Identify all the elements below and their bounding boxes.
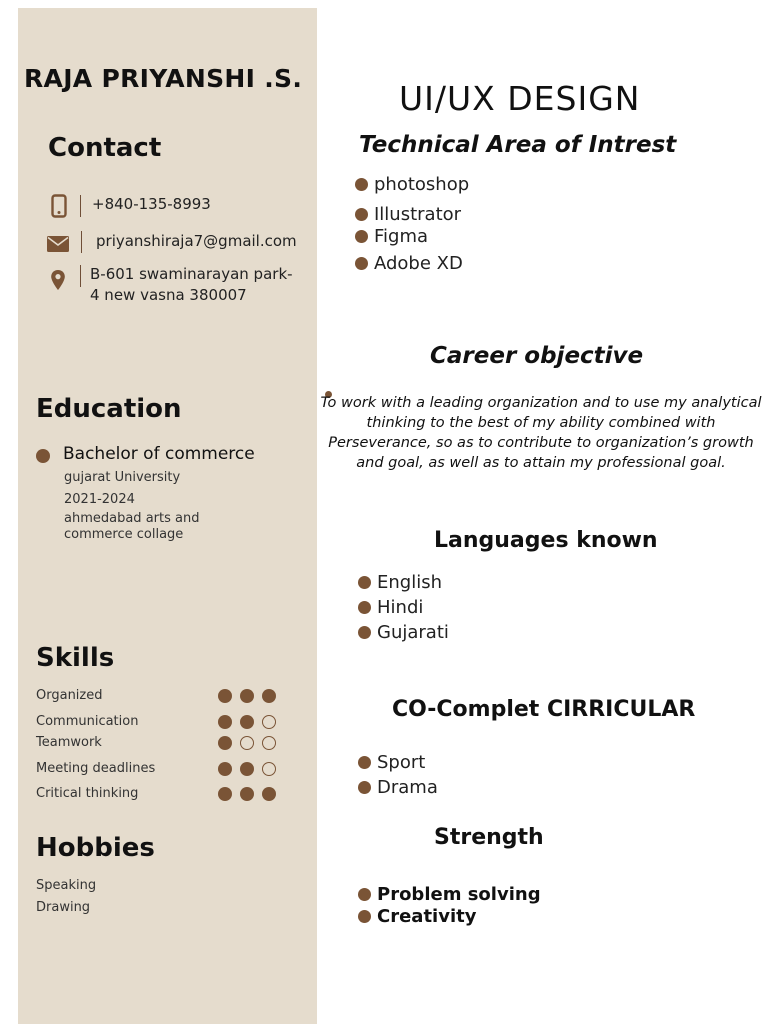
bullet-icon bbox=[358, 626, 371, 639]
bullet-icon bbox=[355, 230, 368, 243]
skill-rating bbox=[218, 689, 276, 703]
bullet-icon bbox=[358, 601, 371, 614]
career-heading: Career objective bbox=[430, 343, 644, 369]
cocurricular-label: Drama bbox=[377, 777, 438, 798]
location-pin-icon bbox=[46, 268, 70, 292]
skill-name: Organized bbox=[36, 688, 103, 703]
rating-dot-filled bbox=[262, 689, 276, 703]
bullet-icon bbox=[358, 910, 371, 923]
skill-row bbox=[36, 735, 281, 753]
contact-heading: Contact bbox=[48, 133, 162, 163]
hobby-item: Drawing bbox=[36, 900, 91, 915]
phone-icon bbox=[47, 194, 71, 218]
education-college-line-2: commerce collage bbox=[64, 527, 184, 542]
skill-row bbox=[36, 786, 281, 804]
bullet-icon bbox=[358, 756, 371, 769]
technical-item-label: Adobe XD bbox=[374, 253, 463, 274]
rating-dot-filled bbox=[240, 762, 254, 776]
skill-name: Meeting deadlines bbox=[36, 761, 156, 776]
rating-dot-empty bbox=[240, 736, 254, 750]
education-degree: Bachelor of commerce bbox=[63, 444, 255, 464]
technical-item bbox=[355, 204, 461, 225]
rating-dot-filled bbox=[218, 715, 232, 729]
skill-name: Teamwork bbox=[36, 735, 102, 750]
strength-item bbox=[358, 906, 476, 927]
technical-item-label: Figma bbox=[374, 226, 429, 247]
rating-dot-filled bbox=[218, 787, 232, 801]
rating-dot-filled bbox=[218, 762, 232, 776]
cocurricular-item bbox=[358, 777, 438, 798]
envelope-icon bbox=[46, 232, 70, 256]
career-objective-text: To work with a leading organization and to use my analytical thinking to the best of my ability combined with Perseverance, so as to contribute to organization’s growth and goal, as well as to attain my professional goal. bbox=[320, 395, 762, 471]
strength-label: Problem solving bbox=[377, 884, 541, 905]
language-item bbox=[358, 622, 449, 643]
contact-divider bbox=[80, 195, 81, 217]
education-college-line-1: ahmedabad arts and bbox=[64, 511, 200, 526]
address-line-1: B-601 swaminarayan park- bbox=[90, 265, 293, 283]
bullet-icon bbox=[355, 208, 368, 221]
skill-rating bbox=[218, 787, 276, 801]
hobbies-heading: Hobbies bbox=[36, 833, 155, 863]
job-title: UI/UX DESIGN bbox=[399, 79, 641, 118]
bullet-icon bbox=[358, 576, 371, 589]
technical-item bbox=[355, 174, 469, 195]
rating-dot-filled bbox=[240, 689, 254, 703]
skill-rating bbox=[218, 762, 276, 776]
technical-item-label: Illustrator bbox=[374, 204, 462, 225]
strength-heading: Strength bbox=[434, 825, 544, 850]
strength-label: Creativity bbox=[377, 906, 477, 927]
skills-heading: Skills bbox=[36, 643, 115, 673]
bullet-icon bbox=[358, 781, 371, 794]
rating-dot-empty bbox=[262, 736, 276, 750]
skill-row bbox=[36, 714, 281, 732]
education-heading: Education bbox=[36, 394, 182, 424]
language-item bbox=[358, 572, 442, 593]
email-address[interactable]: priyanshiraja7@gmail.com bbox=[96, 232, 297, 250]
phone-number: +840-135-8993 bbox=[92, 195, 211, 213]
skill-name: Communication bbox=[36, 714, 139, 729]
technical-item bbox=[355, 226, 428, 247]
language-label: English bbox=[377, 572, 442, 593]
hobby-item: Speaking bbox=[36, 878, 97, 893]
address-line-2: 4 new vasna 380007 bbox=[90, 286, 247, 304]
skill-rating bbox=[218, 715, 276, 729]
skill-row bbox=[36, 688, 281, 706]
skill-name: Critical thinking bbox=[36, 786, 139, 801]
skill-row bbox=[36, 761, 281, 779]
rating-dot-filled bbox=[240, 787, 254, 801]
languages-heading: Languages known bbox=[434, 528, 658, 553]
contact-divider bbox=[81, 231, 82, 253]
rating-dot-filled bbox=[218, 689, 232, 703]
technical-item-label: photoshop bbox=[374, 174, 470, 195]
bullet-icon bbox=[355, 178, 368, 191]
strength-item bbox=[358, 884, 541, 905]
education-bullet bbox=[36, 449, 50, 463]
language-item bbox=[358, 597, 423, 618]
language-label: Hindi bbox=[377, 597, 424, 618]
rating-dot-empty bbox=[262, 762, 276, 776]
language-label: Gujarati bbox=[377, 622, 449, 643]
bullet-icon bbox=[355, 257, 368, 270]
rating-dot-filled bbox=[240, 715, 254, 729]
education-university: gujarat University bbox=[64, 470, 181, 485]
rating-dot-filled bbox=[218, 736, 232, 750]
cocurricular-heading: CO-Complet CIRRICULAR bbox=[392, 697, 696, 722]
contact-divider bbox=[80, 265, 81, 287]
technical-heading: Technical Area of Intrest bbox=[359, 132, 677, 158]
education-years: 2021-2024 bbox=[64, 492, 135, 507]
technical-item bbox=[355, 253, 463, 274]
skill-rating bbox=[218, 736, 276, 750]
cocurricular-label: Sport bbox=[377, 752, 426, 773]
bullet-icon bbox=[358, 888, 371, 901]
rating-dot-filled bbox=[262, 787, 276, 801]
candidate-name: RAJA PRIYANSHI .S. bbox=[24, 64, 303, 93]
rating-dot-empty bbox=[262, 715, 276, 729]
cocurricular-item bbox=[358, 752, 425, 773]
